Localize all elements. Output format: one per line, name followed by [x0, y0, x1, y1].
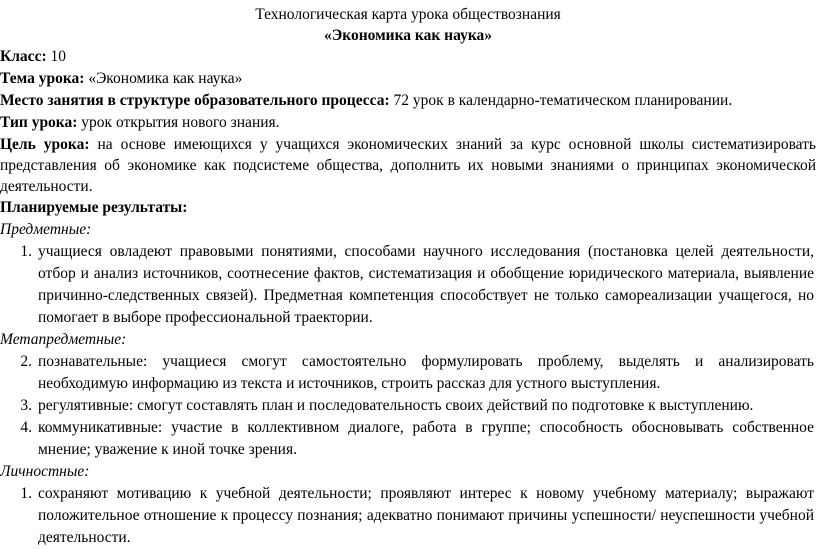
list-item-text: регулятивные: смогут составлять план и последовательность своих действий по подготовке к выступлению. — [38, 397, 754, 414]
goal-paragraph — [0, 134, 816, 197]
list-item — [0, 395, 816, 417]
list-item-number: 2. — [20, 353, 32, 370]
place-label: Место занятия в структуре образовательного процесса: — [0, 92, 390, 109]
results-heading: Планируемые результаты: — [0, 199, 188, 216]
personal-results-label: Личностные: — [0, 463, 90, 480]
lesson-type-line — [0, 112, 816, 134]
lesson-type-value: урок открытия нового знания. — [77, 114, 280, 131]
list-item — [0, 351, 816, 395]
lesson-type-label: Тип урока: — [0, 114, 78, 131]
goal-value: на основе имеющихся у учащихся экономических знаний за курс основной школы систематизировать представления об экономике как подсистеме общества, дополнить их новыми знаниями о принципах экономической деятельности. — [0, 136, 816, 195]
list-item-number: 3. — [20, 397, 32, 414]
document-title: Технологическая карта урока обществознания — [255, 6, 561, 23]
list-item-text: учащиеся овладеют правовыми понятиями, способами научного исследования (постановка целей деятельности, отбор и анализ источников, соотнесение фактов, систематизация и обобщение юридического материала, выявление причинно-следственных связей). Предметная компетенция способствует не только самореализации учащегося, но помогает в выборе профессиональной траектории. — [38, 243, 814, 326]
list-item-text: сохраняют мотивацию к учебной деятельности; проявляют интерес к новому учебному материалу; выражают положительное отношение к процессу познания; адекватно понимают причины успешности/ неуспешности учебной деятельности. — [38, 485, 814, 546]
list-item — [0, 241, 816, 329]
topic-label: Тема урока: — [0, 70, 85, 87]
topic-value: «Экономика как наука» — [84, 70, 243, 87]
meta-results-label: Метапредметные: — [0, 331, 127, 348]
subject-results-label: Предметные: — [0, 221, 92, 238]
class-value: 10 — [46, 48, 66, 65]
list-item — [0, 417, 816, 461]
class-label: Класс: — [0, 48, 47, 65]
list-item-text: познавательные: учащиеся смогут самостоятельно формулировать проблему, выделять и анализировать необходимую информацию из текста и источников, строить рассказ для устного выступления. — [38, 353, 814, 392]
document-subtitle: «Экономика как наука» — [323, 27, 493, 44]
class-line — [0, 46, 816, 68]
topic-line — [0, 68, 816, 90]
list-item — [0, 483, 816, 549]
place-value: 72 урок в календарно-тематическом планировании. — [389, 92, 733, 109]
list-item-number: 4. — [20, 419, 32, 436]
list-item-number: 1. — [20, 243, 32, 260]
list-item-number: 1. — [20, 485, 32, 502]
place-line — [0, 90, 816, 112]
list-item-text: коммуникативные: участие в коллективном диалоге, работа в группе; способность обосновывать собственное мнение; уважение к иной точке зрения. — [38, 419, 814, 458]
goal-label: Цель урока: — [0, 136, 90, 153]
